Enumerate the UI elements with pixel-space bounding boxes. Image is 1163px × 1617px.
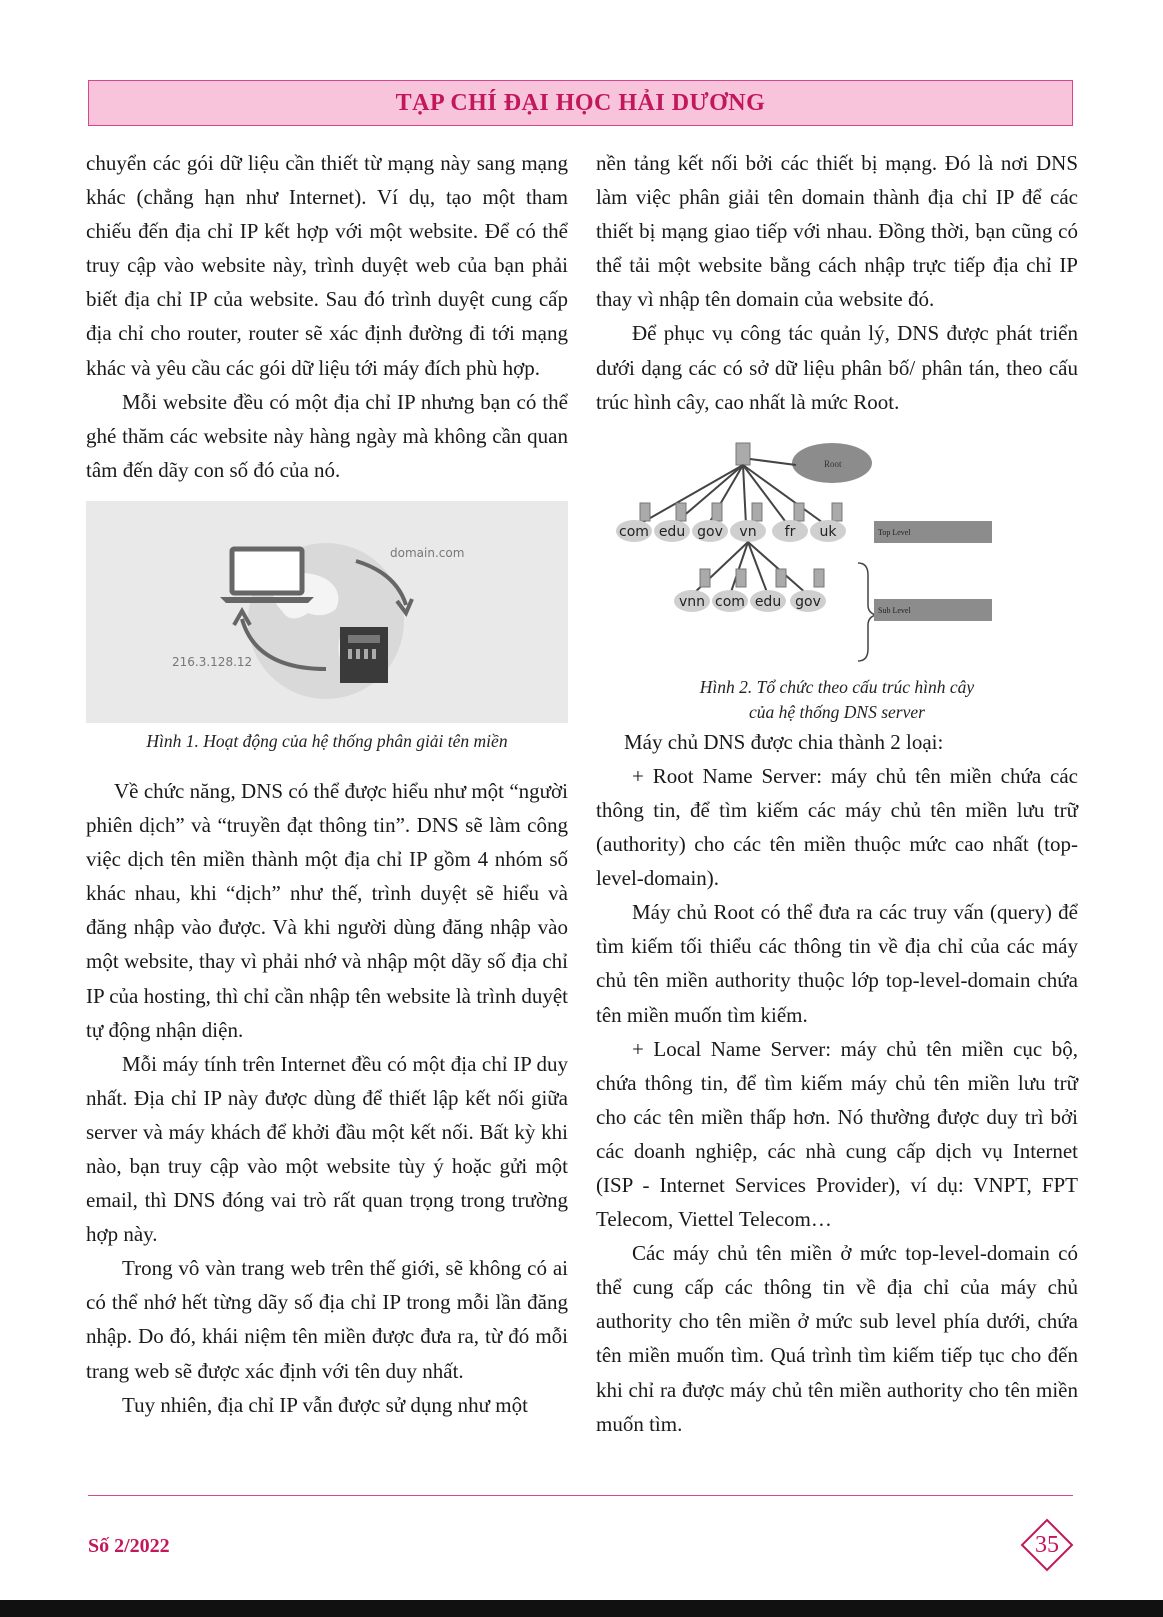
figure-2-caption-line1: Hình 2. Tổ chức theo cấu trúc hình cây <box>699 676 975 697</box>
paragraph: Máy chủ Root có thể đưa ra các truy vấn (query) để tìm kiếm tối thiểu các thông tin về địa chỉ của các máy chủ tên miền authority thuộc lớp top-level-domain chứa tên miền muốn tìm kiếm. <box>596 900 1078 1027</box>
paragraph: Các máy chủ tên miền ở mức top-level-domain có thể cung cấp các thông tin về địa chỉ của máy chủ authority cho tên miền ở mức sub level phía dưới, chứa tên miền muốn tìm. Quá trình tìm kiếm tiếp tục cho đến khi chỉ ra được máy chủ tên miền authority cho tên miền muốn tìm. <box>596 1241 1078 1436</box>
server-icon <box>340 627 388 683</box>
paragraph: Về chức năng, DNS có thể được hiểu như một “người phiên dịch” và “truyền đạt thông tin”. DNS sẽ làm công việc dịch tên miền thành một địa chỉ IP gồm 4 nhóm số khác nhau, khi “dịch” như thế, trình duyệt sẽ hiểu và đăng nhập vào được. Và khi người dùng đăng nhập vào một website, thay vì phải nhớ và nhập một dãy số địa chỉ IP của hosting, thì chỉ cần nhập tên website là trình duyệt tự động nhận diện. <box>86 778 568 1042</box>
root-server-icon <box>736 443 750 465</box>
figure-1-caption: Hình 1. Hoạt động của hệ thống phân giải tên miền <box>146 730 508 751</box>
node-label: gov <box>697 523 723 540</box>
paragraph: Trong vô vàn trang web trên thế giới, sẽ không có ai có thể nhớ hết từng dãy số địa chỉ IP trong mỗi lần đăng nhập. Do đó, khái niệm tên miền được đưa ra, từ đó mỗi trang web sẽ được xác định với tên duy nhất. <box>86 1256 568 1383</box>
ip-label: 216.3.128.12 <box>172 654 253 669</box>
node-label: fr <box>784 523 796 540</box>
root-label: Root <box>824 458 842 469</box>
node-label: gov <box>795 593 821 610</box>
paragraph: chuyển các gói dữ liệu cần thiết từ mạng này sang mạng khác (chẳng hạn như Internet). Ví dụ, tạo một tham chiếu đến địa chỉ IP kết hợp với một website. Để có thể truy cập vào website này, trình duyệt web của bạn phải biết địa chỉ IP của website. Sau đó trình duyệt cung cấp địa chỉ cho router, router sẽ xác định đường đi tới mạng khác và yêu cầu các gói dữ liệu tới máy đích phù hợp. <box>86 151 568 380</box>
node-label: com <box>715 593 745 610</box>
dns-resolution-illustration <box>86 501 568 723</box>
paragraph: + Local Name Server: máy chủ tên miền cục bộ, chứa thông tin, để tìm kiếm máy chủ tên miền lưu trữ cho các tên miền thấp hơn. Nó thường được duy trì bởi các doanh nghiệp, các nhà cung cấp dịch vụ Internet (ISP - Internet Services Provider), ví dụ: VNPT, FPT Telecom, Viettel Telecom… <box>596 1036 1078 1232</box>
node-label: com <box>619 523 649 540</box>
node-label: vn <box>739 523 757 540</box>
sub-level-labels <box>679 594 821 610</box>
top-level-nodes <box>616 520 846 542</box>
sub-level-label: Sub Level <box>878 605 911 615</box>
paragraph: + Root Name Server: máy chủ tên miền chứa các thông tin, để tìm kiếm các máy chủ tên miền lưu trữ (authority) cho các tên miền thuộc mức cao nhất (top-level-domain). <box>596 763 1078 891</box>
bottom-edge-bar <box>0 1600 1163 1617</box>
paragraph: Tuy nhiên, địa chỉ IP vẫn được sử dụng như một <box>122 1392 528 1417</box>
paragraph: Để phục vụ công tác quản lý, DNS được phát triển dưới dạng các có sở dữ liệu phân bố/ phân tán, theo cấu trúc hình cây, cao nhất là mức Root. <box>596 321 1078 414</box>
dns-tree-diagram <box>596 435 1078 675</box>
journal-title: TẠP CHÍ ĐẠI HỌC HẢI DƯƠNG <box>395 89 766 116</box>
footer-divider <box>88 1495 1073 1496</box>
issue-number: Số 2/2022 <box>88 1535 170 1557</box>
laptop-icon <box>220 549 314 603</box>
figure-2 <box>596 435 1078 675</box>
left-column <box>86 146 568 1422</box>
journal-header <box>88 80 1073 126</box>
page-number: 35 <box>1035 1531 1059 1558</box>
sub-level-brace <box>858 563 876 661</box>
right-column <box>596 146 1078 1441</box>
figure-1 <box>86 501 568 723</box>
top-level-label: Top Level <box>878 527 911 537</box>
node-label: edu <box>658 523 686 540</box>
paragraph: Mỗi máy tính trên Internet đều có một địa chỉ IP duy nhất. Địa chỉ IP này được dùng để thiết lập kết nối giữa server và máy khách để khởi đầu một kết nối. Bất kỳ khi nào, bạn truy cập vào một website tùy ý hoặc gửi một email, thì DNS đóng vai trò rất quan trọng trong trường hợp này. <box>86 1051 568 1247</box>
node-label: vnn <box>678 593 706 610</box>
node-label: edu <box>754 593 782 610</box>
page-number-badge <box>1020 1518 1074 1572</box>
node-label: uk <box>819 523 837 540</box>
paragraph: nền tảng kết nối bởi các thiết bị mạng. Đó là nơi DNS làm việc phân giải tên domain thành địa chỉ IP để các thiết bị mạng giao tiếp với nhau. Đồng thời, bạn cũng có thể tải một website bằng cách nhập trực tiếp địa chỉ IP thay vì nhập tên domain của website đó. <box>596 151 1078 312</box>
paragraph: Máy chủ DNS được chia thành 2 loại: <box>624 729 944 754</box>
figure-2-caption-line2: của hệ thống DNS server <box>749 701 925 722</box>
paragraph: Mỗi website đều có một địa chỉ IP nhưng bạn có thể ghé thăm các website này hàng ngày mà không cần quan tâm đến dãy con số đó của nó. <box>86 389 568 482</box>
domain-label: domain.com <box>390 545 465 560</box>
